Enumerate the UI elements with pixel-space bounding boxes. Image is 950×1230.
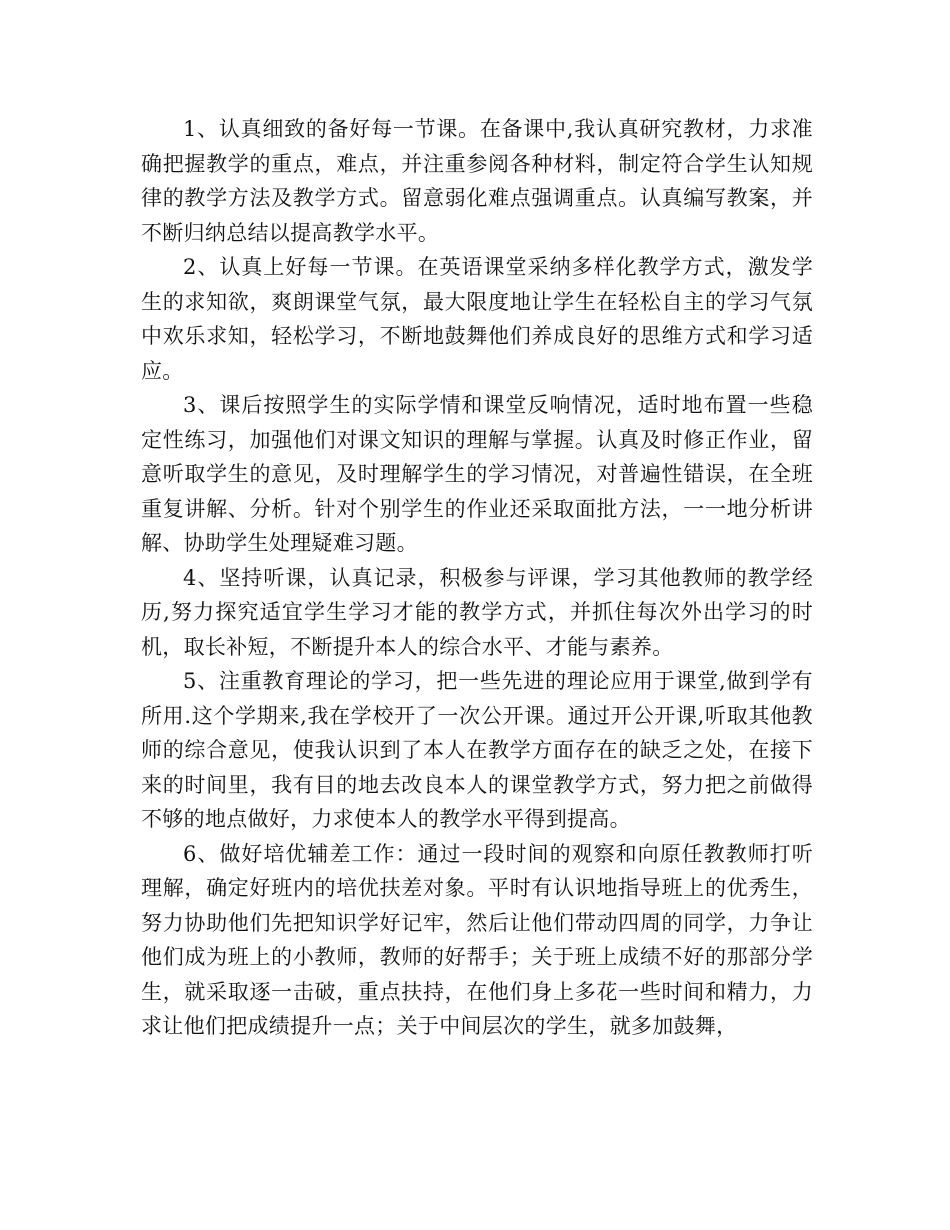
paragraph-2: 2、认真上好每一节课。在英语课堂采纳多样化教学方式，激发学生的求知欲，爽朗课堂气氛，最大限度地让学生在轻松自主的学习气氛中欢乐求知，轻松学习，不断地鼓舞他们养成良好的思维方式和学习适应。	[141, 255, 813, 383]
paragraph-3: 3、课后按照学生的实际学情和课堂反响情况，适时地布置一些稳定性练习，加强他们对课文知识的理解与掌握。认真及时修正作业，留意听取学生的意见，及时理解学生的学习情况，对普遍性错误，在全班重复讲解、分析。针对个别学生的作业还采取面批方法，一一地分析讲解、协助学生处理疑难习题。	[141, 393, 813, 555]
paragraph-1: 1、认真细致的备好每一节课。在备课中,我认真研究教材，力求准确把握教学的重点，难点，并注重参阅各种材料，制定符合学生认知规律的教学方法及教学方式。留意弱化难点强调重点。认真编写教案，并不断归纳总结以提高教学水平。	[141, 117, 813, 245]
paragraph-5: 5、注重教育理论的学习，把一些先进的理论应用于课堂,做到学有所用.这个学期来,我在学校开了一次公开课。通过开公开课,听取其他教师的综合意见，使我认识到了本人在教学方面存在的缺乏之处，在接下来的时间里，我有目的地去改良本人的课堂教学方式，努力把之前做得不够的地点做好，力求使本人的教学水平得到提高。	[141, 669, 813, 831]
paragraph-6: 6、做好培优辅差工作：通过一段时间的观察和向原任教教师打听理解，确定好班内的培优扶差对象。平时有认识地指导班上的优秀生，努力协助他们先把知识学好记牢，然后让他们带动四周的同学，力争让他们成为班上的小教师，教师的好帮手；关于班上成绩不好的那部分学生，就采取逐一击破，重点扶持，在他们身上多花一些时间和精力，力求让他们把成绩提升一点；关于中间层次的学生，就多加鼓舞，	[141, 841, 813, 1038]
paragraph-4: 4、坚持听课，认真记录，积极参与评课，学习其他教师的教学经历,努力探究适宜学生学习才能的教学方式，并抓住每次外出学习的时机，取长补短，不断提升本人的综合水平、才能与素养。	[141, 565, 813, 659]
document-body	[141, 112, 813, 1044]
